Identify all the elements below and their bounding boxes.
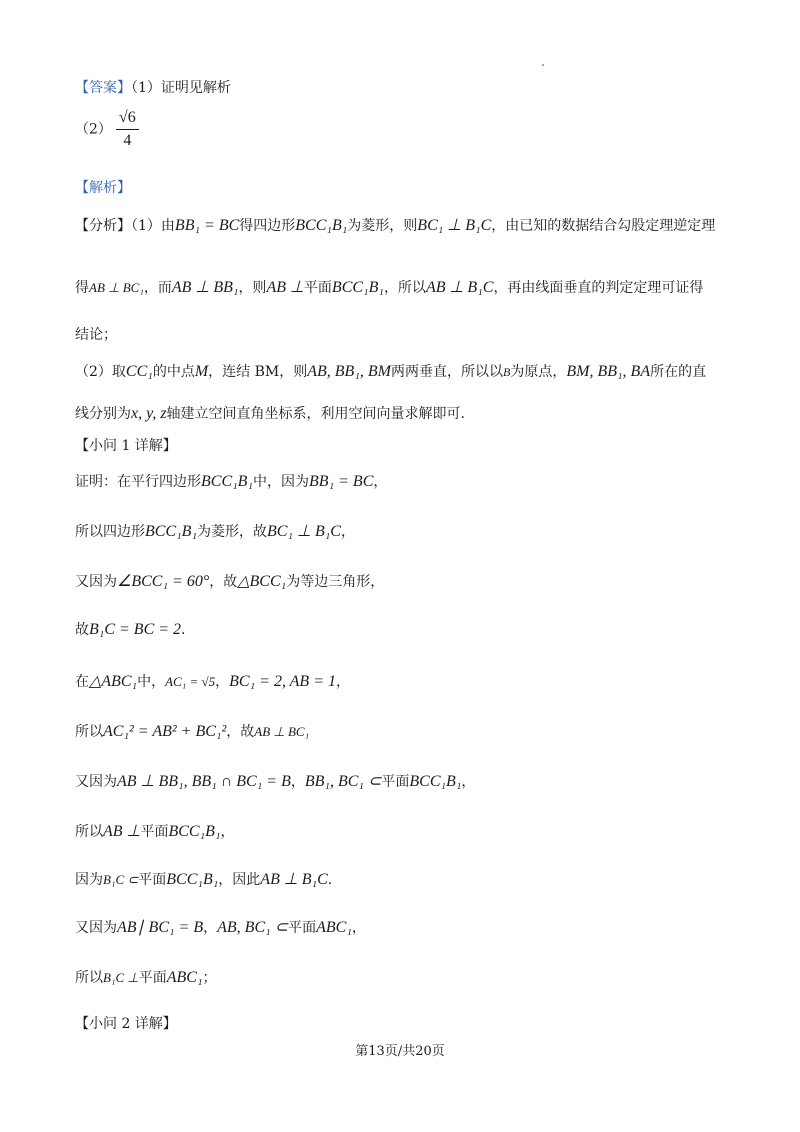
text: 平面 (288, 920, 317, 936)
text: 得四边形 (239, 218, 296, 234)
scan-dot (542, 64, 544, 66)
text: 的中点 (152, 364, 195, 380)
text: ， (220, 824, 235, 840)
math: ∠BCC₁ = 60° (117, 573, 210, 590)
analysis-tag: 【解析】 (75, 180, 131, 196)
fraction-denominator: 4 (123, 132, 132, 149)
analysis-line-5 (75, 404, 465, 424)
math: CC₁ (125, 363, 153, 380)
q1-line-9 (75, 870, 332, 890)
analysis-line-4 (75, 362, 706, 382)
text: ，由已知的数据结合勾股定理逆定理 (491, 218, 716, 234)
q1-line-6 (75, 722, 309, 742)
q1-line-3 (75, 572, 384, 592)
math: AB ⊥ B₁C (425, 279, 494, 296)
q1-line-4 (75, 620, 186, 640)
text: 中，因为 (253, 474, 310, 490)
analysis-line-1 (75, 216, 715, 236)
text: . (181, 622, 186, 638)
math: B₁C ⊥ (103, 970, 139, 985)
text: ，而 (143, 280, 172, 296)
q1-line-7 (75, 772, 475, 792)
text: 线分别为 (75, 406, 131, 422)
math: AB ⊥ BB₁, BB₁ ∩ BC₁ = B (117, 773, 291, 790)
text: ， (290, 774, 305, 790)
answer-part1-text: 证明见解析 (160, 80, 231, 96)
math: AB ⊥ (103, 823, 141, 840)
text: 得 (75, 280, 89, 296)
text: 为菱形，故 (197, 524, 268, 540)
text: ，故 (209, 574, 238, 590)
text: 两两垂直，所以以 (391, 364, 503, 380)
text: 为等边三角形， (286, 574, 385, 590)
text: ，再由线面垂直的判定定理可证得 (493, 280, 704, 296)
text: 又因为 (75, 574, 117, 590)
math: BC₁ = 2, AB = 1 (229, 673, 336, 690)
math: BC₁ ⊥ B₁C (417, 217, 492, 234)
math: BCC₁B₁ (168, 823, 221, 840)
math: BCC₁B₁ (145, 523, 198, 540)
answer-part2-num: （2） (75, 121, 112, 138)
text: 平面 (381, 774, 410, 790)
math: B (503, 365, 511, 379)
text: （2）取 (75, 364, 126, 380)
text: ，故 (226, 724, 255, 740)
text: 【分析】（1）由 (75, 218, 175, 234)
math: BCC₁B₁ (331, 279, 384, 296)
text: . (327, 872, 333, 888)
text: ， (203, 920, 218, 936)
text: ， (340, 524, 355, 540)
text: 所以 (75, 724, 103, 740)
answer-line-2 (75, 108, 139, 151)
text: 所在的直 (650, 364, 707, 380)
math: AB ⊥ B₁C (260, 871, 328, 888)
text: 平面 (138, 872, 167, 888)
math: x, y, z (131, 405, 167, 422)
answer-part1-num: （1） (131, 80, 161, 96)
text: 为原点， (510, 364, 567, 380)
text: ， (461, 774, 476, 790)
text: 轴建立空间直角坐标系，利用空间向量求解即可. (166, 406, 465, 422)
text: 平面 (138, 970, 167, 986)
math: B₁C ⊂ (103, 872, 139, 887)
text: ， (351, 920, 366, 936)
math: BM, BB₁, BA (566, 363, 651, 380)
text: ，所以 (383, 280, 426, 296)
q1-line-5 (75, 672, 350, 692)
text: 中， (137, 674, 166, 690)
text: ，则 (238, 280, 267, 296)
text: 又因为 (75, 774, 117, 790)
text: 所以 (75, 970, 103, 986)
math: BCC₁B₁ (201, 473, 254, 490)
math: △ABC₁ (89, 673, 138, 690)
text: 因为 (75, 872, 103, 888)
q1-line-8 (75, 822, 235, 842)
math: AB, BC₁ ⊂ (217, 919, 289, 936)
text: 平面 (140, 824, 169, 840)
fraction-numerator: √6 (116, 108, 139, 130)
math: M (194, 363, 209, 380)
q1-line-11 (75, 968, 217, 988)
math: AB∣ BC₁ = B (117, 919, 204, 936)
math: △BCC₁ (237, 573, 287, 590)
math: BB₁ = BC (174, 217, 240, 234)
math: ABC₁ (316, 919, 352, 936)
math: BC₁ ⊥ B₁C (267, 523, 341, 540)
math: ABC₁ (166, 969, 203, 986)
text: 证明：在平行四边形 (75, 474, 201, 490)
math: AC₁ = √5 (165, 674, 216, 689)
math: AB ⊥ BC₁ (89, 280, 144, 295)
text: ，因此 (218, 872, 261, 888)
math: BCC₁B₁ (409, 773, 462, 790)
text: ， (373, 474, 388, 490)
text: ， (215, 674, 230, 690)
q1-line-1 (75, 472, 387, 492)
math: AB ⊥ BB₁ (171, 279, 239, 296)
answer-fraction (116, 108, 139, 151)
math: BB₁ = BC (309, 473, 374, 490)
answer-tag: 【答案】 (75, 80, 131, 96)
q2-tag: 【小问 2 详解】 (75, 1016, 177, 1032)
math: AB ⊥ (266, 279, 304, 296)
text: ，连结 BM，则 (208, 364, 308, 380)
math: AB ⊥ BC₁ (254, 724, 310, 739)
analysis-line-3: 结论； (75, 327, 117, 343)
text: 又因为 (75, 920, 117, 936)
answer-line-1 (75, 78, 231, 98)
math: AB, BB₁, BM (307, 363, 391, 380)
math: AC₁² = AB² + BC₁² (103, 723, 227, 740)
math: BCC₁B₁ (295, 217, 348, 234)
text: ； (202, 970, 217, 986)
text: 所以四边形 (75, 524, 145, 540)
page-number: 第13页/共20页 (355, 1044, 445, 1059)
text: 平面 (303, 280, 332, 296)
text: ， (336, 674, 350, 690)
q1-line-10 (75, 918, 366, 938)
text: 故 (75, 622, 89, 638)
q1-tag: 【小问 1 详解】 (75, 438, 177, 454)
math: B₁C = BC = 2 (89, 621, 182, 638)
text: 为菱形，则 (347, 218, 418, 234)
math: BCC₁B₁ (166, 871, 219, 888)
text: 在 (75, 674, 89, 690)
text: 所以 (75, 824, 103, 840)
math: BB₁, BC₁ ⊂ (304, 773, 382, 790)
analysis-line-2 (75, 278, 703, 298)
q1-line-2 (75, 522, 355, 542)
